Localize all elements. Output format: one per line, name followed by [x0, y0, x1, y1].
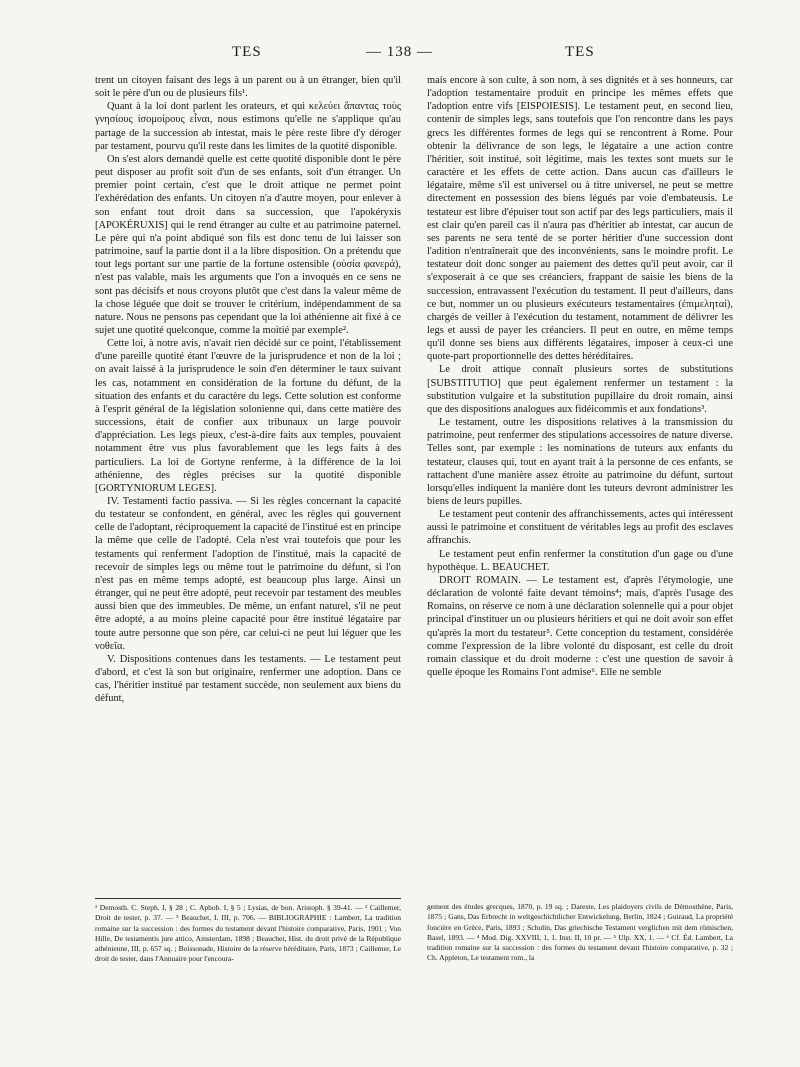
header-left: TES: [232, 44, 262, 60]
right-column: [427, 74, 733, 679]
paragraph: Le droit attique connaît plusieurs sortes de substitutions [SUBSTITUTIO] que peut également renfermer un testament : la substitution vulgaire et la substitution pupillaire du droit romain, ainsi que des dispositions analogues aux fidéicommis et aux fondations³.: [427, 364, 733, 415]
paragraph: Le testament peut enfin renfermer la constitution d'un gage ou d'une hypothèque. L. BEAUCHET.: [427, 548, 733, 573]
left-column: [95, 74, 401, 706]
header-right: TES: [565, 44, 595, 60]
paragraph: Quant à la loi dont parlent les orateurs, et qui κελεύει ἅπαντας τοὺς γνησίους ἰσομοίρους εἶναι, nous estimons qu'elle ne s'applique qu'au partage de la succession ab intestat, mais le père reste libre d'y déroger par testament, pourvu qu'il reste dans les limites de la quotité disponible.: [95, 101, 401, 152]
paragraph: IV. Testamenti factio passiva. — Si les règles concernant la capacité du testateur se confondent, en général, avec les règles qui gouvernent celle de l'adoptant, réciproquement la capacité de l'institué est en principe la même que celle de l'adopté. Cela n'est vrai toutefois que pour les testaments qui renferment l'adoption de l'institué, mais la capacité de recevoir de simples legs ou même tout le patrimoine du défunt, si l'on n'est pas en même temps adopté, est beaucoup plus large. Ainsi un étranger, qui ne peut être adopté, peut recevoir par testament des meubles aussi bien que des immeubles. De même, un enfant naturel, s'il ne peut être adopté, a au moins pleine capacité pour être institué légataire par toute autre personne que son père, car celui-ci ne peut lui léguer que les νοθεῖα.: [95, 496, 401, 652]
paragraph: trent un citoyen faisant des legs à un parent ou à un étranger, bien qu'il soit le père d'un ou de plusieurs fils¹.: [95, 75, 401, 100]
paragraph: Cette loi, à notre avis, n'avait rien décidé sur ce point, l'établissement d'une pareille quotité étant l'œuvre de la jurisprudence et non de la loi ; on avait laissé à la jurisprudence le soin d'en déterminer le taux suivant les cas, notamment en considération de la fortune du défunt, de la situation des enfants et du caractère du legs. Cette solution est conforme à l'esprit général de la législation solonienne qui, dans cette matière des successions, était de confier aux tribunaux un large pouvoir d'appréciation. Les legs pieux, c'est-à-dire faits aux temples, pouvaient notamment être vus plus favorablement que les legs faits à des particuliers. La loi de Gortyne renferme, à la différence de la loi athénienne, des règles précises sur la quotité disponible [GORTYNIORUM LEGES].: [95, 338, 401, 494]
paragraph: Le testament, outre les dispositions relatives à la transmission du patrimoine, peut renfermer des stipulations accessoires de nature diverse. Telles sont, par exemple : les nominations de tuteurs aux enfants du testateur, clauses qui, tout en ayant trait à la personne de ces enfants, se rattachent d'une manière assez étroite au patrimoine du défunt, surtout lorsqu'elles indiquent la manière dont les tuteurs devront administrer les biens de leurs pupilles.: [427, 417, 733, 507]
paragraph: DROIT ROMAIN. — Le testament est, d'après l'étymologie, une déclaration de volonté faite devant témoins⁴; mais, d'après l'usage des Romains, on réserve ce nom à une déclaration solennelle qui a pour objet principal d'instituer un ou plusieurs héritiers et qui ne doit avoir son effet qu'après la mort du testateur⁵. Cette conception du testament, considérée comme l'expression de la libre volonté du disposant, est celle du droit romain classique et du droit moderne : c'est une question de savoir à quelle époque les Romains l'ont admise⁶. Elle ne semble: [427, 574, 733, 679]
running-header: [0, 44, 800, 64]
footnotes-right: [427, 902, 733, 964]
footnote-text: ¹ Demosth. C. Steph. I, § 28 ; C. Aphob. I, § 5 ; Lysias, de bon. Aristoph. § 39-41. — ² Caillemer, Droit de tester, p. 37. — ³ Beauchet, I. III, p. 706. — BIBLIOGRAPHIE : Lambert, La tradition romaine sur la succession : des formes du testament devant l'histoire comparative, Paris, 1901 ; Von Hille, De testamentis jure attico, Amsterdam, 1898 ; Beauchet, Hist. du droit privé de la République athénienne, III, p. 657 sq. ; Boissonade, Histoire de la réserve héréditaire, Paris, 1873 ; Caillemer, Le droit de tester, dans l'Annuaire pour l'encoura-: [95, 903, 401, 964]
paragraph: Le testament peut contenir des affranchissements, actes qui intéressent aussi le patrimoine et constituent de véritables legs au profit des esclaves affranchis.: [427, 509, 733, 547]
footnotes-left: [95, 898, 401, 965]
paragraph: On s'est alors demandé quelle est cette quotité disponible dont le père peut disposer au profit soit d'un de ses enfants, soit d'un étranger. Un premier point certain, c'est que le droit attique ne permet point l'exhérédation des enfants. Un citoyen n'a d'autre moyen, pour enlever à son enfant tout droit dans sa succession, que l'apokéryxis [APOKÉRUXIS] qui le rend étranger au culte et au patrimoine paternel. Le père qui n'a point abdiqué son fils est donc tenu de lui laisser son patrimoine, sauf la partie dont il a la libre disposition. On a prétendu que tout legs portant sur une partie de la fortune ostensible (οὐσία φανερά), n'est pas valable, mais les arguments que l'on a invoqués en ce sens ne sont pas décisifs et nous croyons plutôt que c'est dans la valeur même de la chose léguée que doit se trouver le critérium, indépendamment de sa nature. Nous ne pensons pas cependant que la loi athénienne ait fixé à ce sujet une quotité quelconque, comme la moitié par exemple².: [95, 153, 401, 336]
paragraph: V. Dispositions contenues dans les testaments. — Le testament peut d'abord, et c'est là son but originaire, renfermer une adoption. Dans ce cas, l'héritier institué par testament succède, non seulement aux biens du défunt,: [95, 653, 401, 705]
footnote-text: gement des études grecques, 1870, p. 19 sq. ; Dareste, Les plaidoyers civils de Démosthène, Paris, 1875 ; Gans, Das Erbrecht in weltgeschichtlicher Entwickelung, Berlin, 1824 ; Guiraud, La propriété foncière en Grèce, Paris, 1893 ; Schulin, Das griechische Testament verglichen mit dem römischen, Basel, 1893. — ⁴ Mod. Dig. XXVIII, 1, 1. Inst. II, 10 pr. — ⁵ Ulp. XX, 1. — ⁶ Cf. Éd. Lambert, La tradition romaine sur la succession : des formes du testament devant l'histoire comparative, p. 32 ; Ch. Appleton, Le testament rom., la: [427, 902, 733, 963]
paragraph: mais encore à son culte, à son nom, à ses dignités et à ses honneurs, car l'adoption testamentaire produit en principe les mêmes effets que l'adoption entre vifs [EISPOIESIS]. Le testament peut, en second lieu, contenir de simples legs, sans toutefois que l'on rencontre dans les pays grecs les différentes formes de legs qui se rencontrent à Rome. Pour obtenir la délivrance de son legs, le légataire a une action contre l'héritier, soit institué, soit légitime, mais les textes sont muets sur le caractère et les effets de cette action. Dans aucun cas d'ailleurs le légataire, même s'il est universel ou à titre universel, ne peut se mettre directement en possession des biens légués par voie d'embateusis. Le testateur est libre d'épuiser tout son actif par des legs particuliers, mais il est clair qu'en pareil cas il n'aura pas d'héritier ab intestat, car aucun de ses parents ne sera tenté de se porter héritier d'une succession dont l'adition n'entraînerait que des inconvénients, sans le moindre profit. Le testateur doit donc songer au paiement des dettes qu'il peut avoir, car il s'exposerait à ce que ses créanciers, frappant de saisie les biens de la succession, entravassent l'exécution du testament. Il peut d'ailleurs, dans ce but, nommer un ou plusieurs exécuteurs testamentaires (ἐπιμεληταί), chargés de veiller à l'exécution du testament, notamment de délivrer les legs et aussi de payer les créanciers. Il peut en outre, en même temps qu'il donne ses biens aux différents légataires, imposer à ceux-ci une quote-part proportionnelle des dettes héréditaires.: [427, 75, 733, 363]
page-number: — 138 —: [366, 44, 433, 60]
